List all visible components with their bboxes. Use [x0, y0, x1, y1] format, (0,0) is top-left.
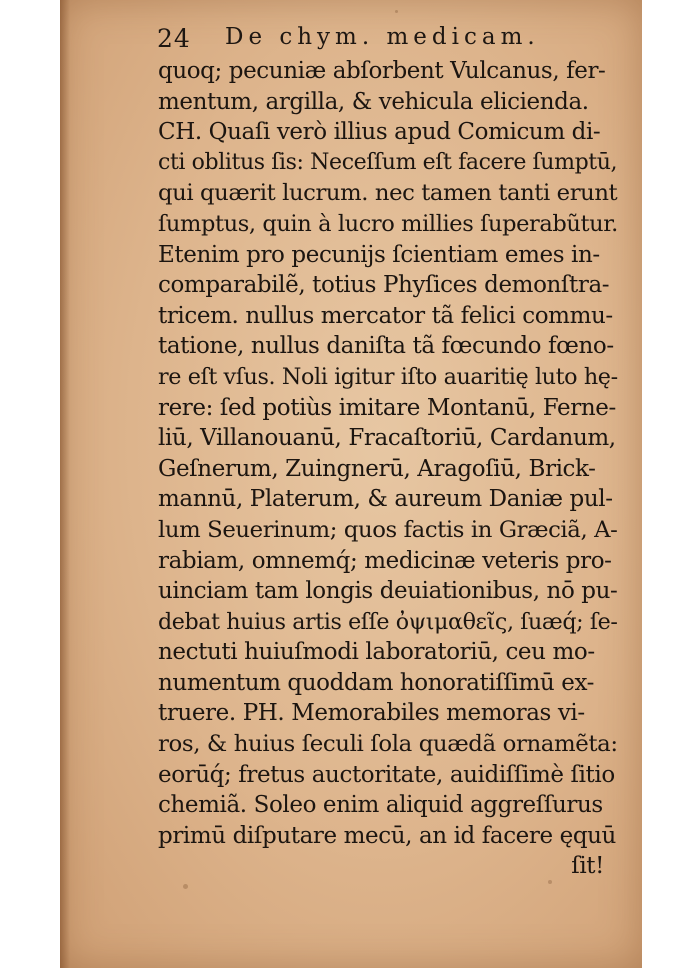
text-line: mentum, argilla, & vehicula elicienda.: [158, 88, 589, 115]
text-line: rabiam, omnemq́; medicinæ veteris pro-: [158, 547, 612, 574]
page-number: 24: [157, 24, 191, 53]
text-line: liū, Villanouanū, Fracaſtoriū, Cardanum,: [158, 425, 616, 452]
text-line: qui quærit lucrum. nec tamen tanti erunt: [158, 180, 618, 207]
page-header: [157, 18, 617, 54]
text-line: cti oblitus ſis: Neceſſum eſt facere ſumptū,: [158, 149, 618, 175]
running-head: De chym. medicam.: [225, 24, 540, 50]
text-line: Geſnerum, Zuingnerū, Aragoſiū, Brick-: [158, 455, 596, 482]
ink-spot: [183, 884, 188, 889]
text-line: tatione, nullus daniſta tã fœcundo fœno-: [158, 333, 614, 360]
text-line: ſumptus, quin à lucro millies ſuperabũtur.: [158, 210, 618, 237]
text-line: debat huius artis eſſe ὀψιμαθεῖς, ſuæq́; ſe-: [158, 608, 618, 635]
text-line: comparabilẽ, totius Phyſices demonſtra-: [158, 272, 610, 299]
text-line: re eſt vſus. Noli igitur iſto auaritię luto hę-: [158, 363, 618, 390]
text-line: ros, & huius ſeculi ſola quædã ornamẽta:: [158, 731, 618, 758]
text-line: mannū, Platerum, & aureum Daniæ pul-: [158, 486, 613, 513]
text-line: nectuti huiuſmodi laboratoriū, ceu mo-: [158, 639, 595, 666]
text-line: chemiã. Soleo enim aliquid aggreſſurus: [158, 792, 603, 819]
page-gutter-shadow: [60, 0, 70, 968]
text-line: truere. PH. Memorabiles memoras vi-: [158, 700, 585, 727]
text-line: Etenim pro pecunijs ſcientiam emes in-: [158, 241, 600, 268]
catchword: ſit!: [571, 853, 604, 880]
text-line: numentum quoddam honoratiſſimū ex-: [158, 669, 594, 696]
body-text: [158, 56, 618, 882]
text-line: primū diſputare mecū, an id facere ęquū: [158, 822, 616, 849]
ink-spot: [395, 10, 398, 13]
text-line: quoq; pecuniæ abſorbent Vulcanus, fer-: [158, 58, 606, 84]
text-line: eorūq́; fretus auctoritate, auidiſſimè ſitio: [158, 761, 615, 788]
text-line: tricem. nullus mercator tã felici commu-: [158, 302, 613, 329]
text-line: lum Seuerinum; quos factis in Græciã, A-: [158, 516, 618, 543]
text-line: CH. Quaſi verò illius apud Comicum di-: [158, 119, 601, 146]
text-line: rere: ſed potiùs imitare Montanū, Ferne-: [158, 394, 616, 421]
text-line: uinciam tam longis deuiationibus, nō pu-: [158, 578, 618, 605]
